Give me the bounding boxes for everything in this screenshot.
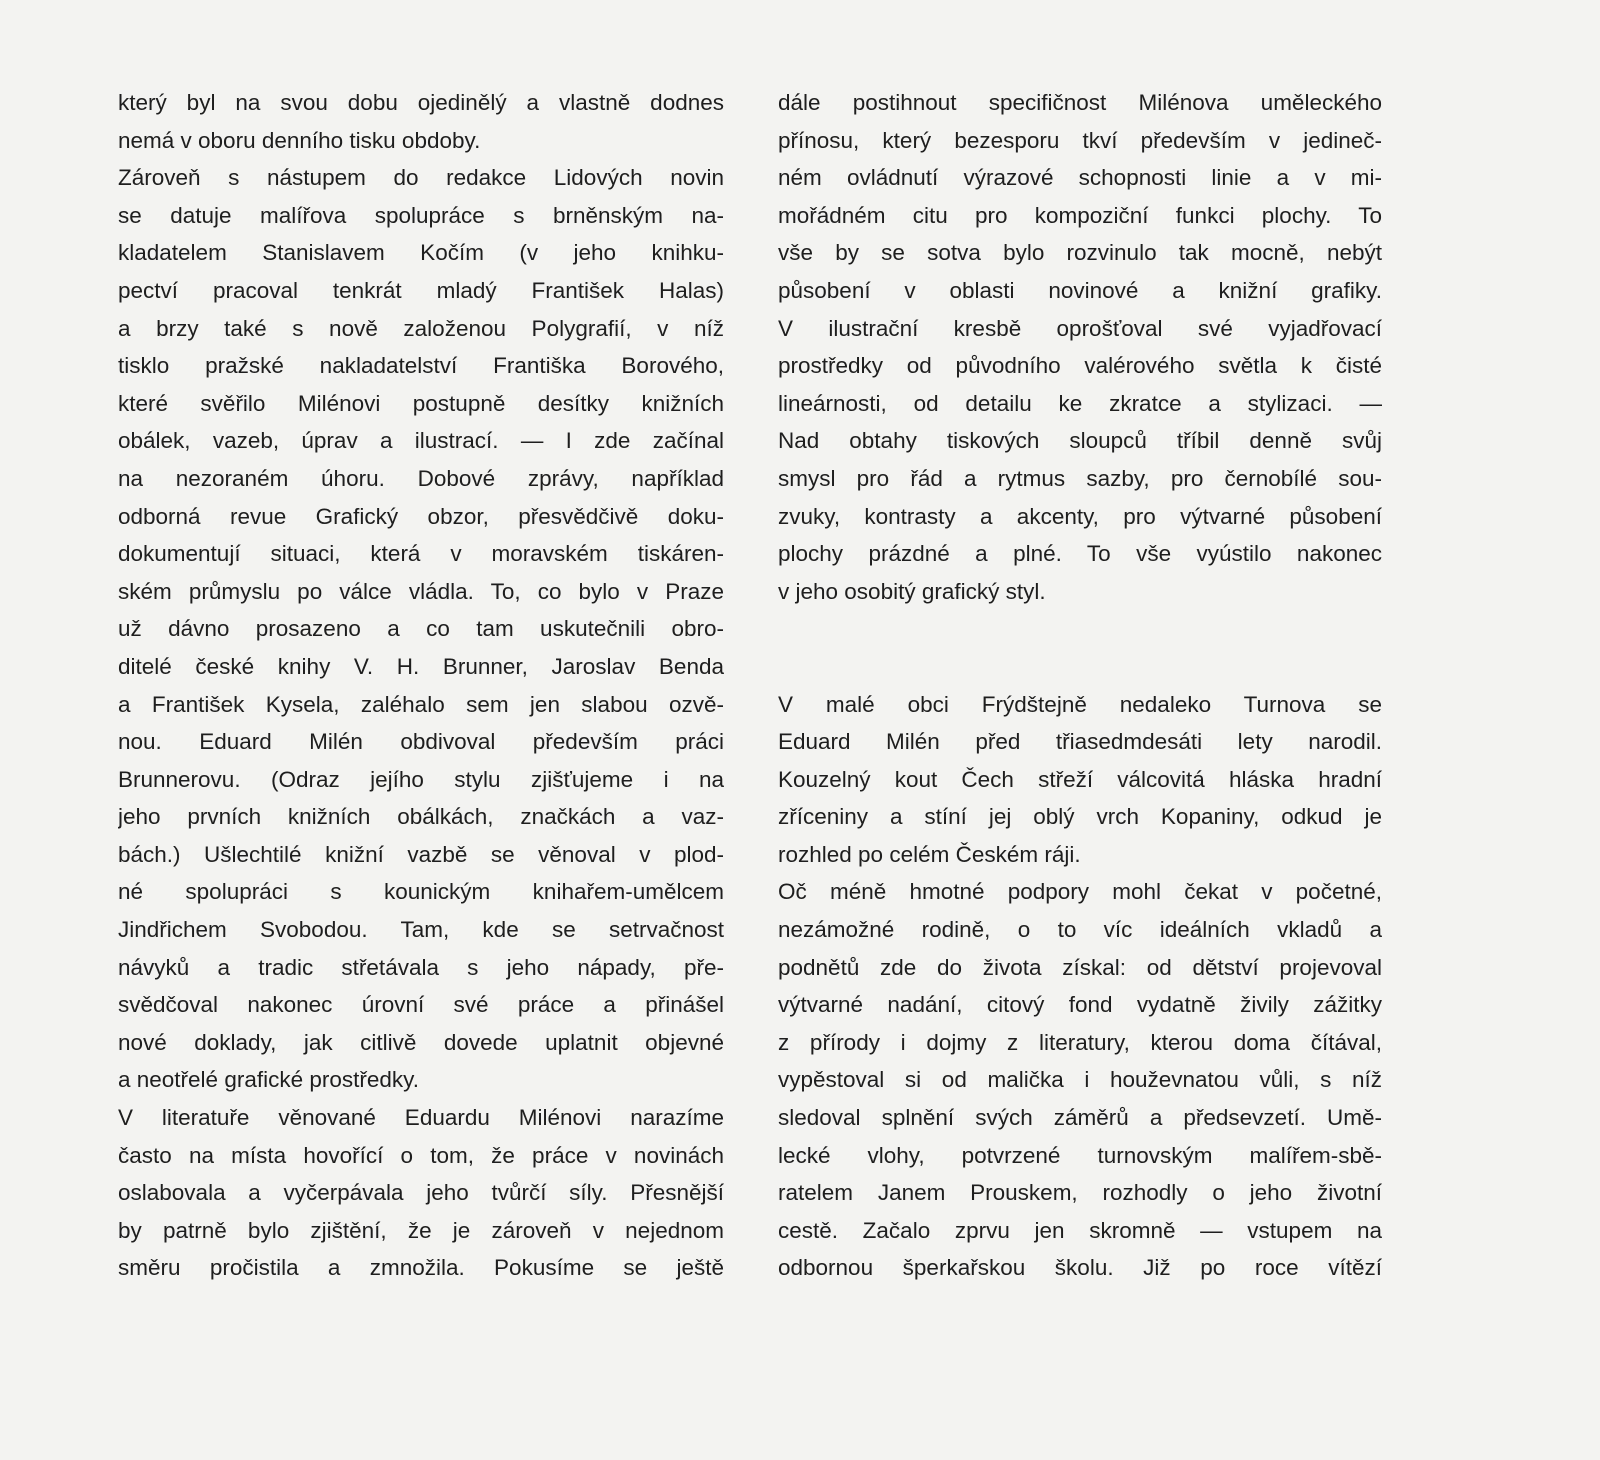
text-line: cestě. Začalo zprvu jen skromně — vstupem na (778, 1217, 1382, 1243)
text-line: už dávno prosazeno a co tam uskutečnili obro- (118, 616, 724, 642)
text-line: dokumentují situaci, která v moravském tiskáren- (118, 541, 724, 567)
text-line: nové doklady, jak citlivě dovede uplatnit objevné (118, 1029, 724, 1055)
text-line: Oč méně hmotné podpory mohl čekat v početné, (778, 879, 1382, 905)
text-line: působení v oblasti novinové a knižní grafiky. (778, 277, 1382, 303)
text-line: smysl pro řád a rytmus sazby, pro černobílé sou- (778, 465, 1382, 491)
text-line: výtvarné nadání, citový fond vydatně živily zážitky (778, 992, 1382, 1018)
text-line: V literatuře věnované Eduardu Milénovi narazíme (118, 1105, 724, 1131)
text-line: Jindřichem Svobodou. Tam, kde se setrvačnost (118, 917, 724, 943)
text-line: podnětů zde do života získal: od dětství projevoval (778, 954, 1382, 980)
text-line: sledoval splnění svých záměrů a předsevzetí. Umě- (778, 1105, 1382, 1131)
text-line: odbornou šperkařskou školu. Již po roce vítězí (778, 1255, 1382, 1281)
text-line: lineárnosti, od detailu ke zkratce a stylizaci. — (778, 390, 1382, 416)
text-line: zvuky, kontrasty a akcenty, pro výtvarné působení (778, 503, 1382, 529)
text-line: se datuje malířova spolupráce s brněnským na- (118, 202, 724, 228)
text-line: V malé obci Frýdštejně nedaleko Turnova se (778, 691, 1382, 717)
text-line: Brunnerovu. (Odraz jejího stylu zjišťujeme i na (118, 766, 724, 792)
text-line: svědčoval nakonec úrovní své práce a přinášel (118, 992, 724, 1018)
text-line: ditelé české knihy V. H. Brunner, Jaroslav Benda (118, 653, 724, 679)
text-line: bách.) Ušlechtilé knižní vazbě se věnoval v plod- (118, 841, 724, 867)
text-line: nou. Eduard Milén obdivoval především práci (118, 729, 724, 755)
text-line: směru pročistila a zmnožila. Pokusíme se ještě (118, 1255, 724, 1281)
text-line: lecké vlohy, potvrzené turnovským malířem-sbě- (778, 1142, 1382, 1168)
text-line: ratelem Janem Prouskem, rozhodly o jeho životní (778, 1180, 1382, 1206)
text-line: Zároveň s nástupem do redakce Lidových novin (118, 165, 724, 191)
text-line: tisklo pražské nakladatelství Františka Borového, (118, 353, 724, 379)
text-line: přínosu, který bezesporu tkví především v jedineč- (778, 127, 1382, 153)
text-line: pectví pracoval tenkrát mladý František Halas) (118, 277, 724, 303)
text-line: dále postihnout specifičnost Milénova uměleckého (778, 90, 1382, 115)
text-line: mořádném citu pro kompoziční funkci plochy. To (778, 202, 1382, 228)
text-line: z přírody i dojmy z literatury, kterou doma čítával, (778, 1029, 1382, 1055)
text-line: odborná revue Grafický obzor, přesvědčivě doku- (118, 503, 724, 529)
text-line: návyků a tradic střetávala s jeho nápady, pře- (118, 954, 724, 980)
text-line: zříceniny a stíní jej oblý vrch Kopaniny, odkud je (778, 804, 1382, 830)
text-line: ském průmyslu po válce vládla. To, co bylo v Praze (118, 578, 724, 604)
paragraph-gap (778, 610, 1382, 648)
text-column-right (778, 84, 1382, 1287)
text-line: plochy prázdné a plné. To vše vyústilo nakonec (778, 541, 1382, 567)
text-line: by patrně bylo zjištění, že je zároveň v nejednom (118, 1217, 724, 1243)
text-line: který byl na svou dobu ojedinělý a vlastně dodnes (118, 90, 724, 115)
paragraph-gap (778, 648, 1382, 686)
text-line: na nezoraném úhoru. Dobové zprávy, například (118, 465, 724, 491)
text-line: rozhled po celém Českém ráji. (778, 841, 1081, 867)
text-line: často na místa hovořící o tom, že práce v novinách (118, 1142, 724, 1168)
text-line: kladatelem Stanislavem Kočím (v jeho knihku- (118, 240, 724, 266)
text-line: a František Kysela, zaléhalo sem jen slabou ozvě- (118, 691, 724, 717)
text-line: a neotřelé grafické prostředky. (118, 1067, 419, 1093)
text-line: v jeho osobitý grafický styl. (778, 578, 1046, 604)
text-line: né spolupráci s kounickým knihařem-umělcem (118, 879, 724, 905)
text-line: Eduard Milén před třiasedmdesáti lety narodil. (778, 729, 1382, 755)
text-line: Kouzelný kout Čech střeží válcovitá hláska hradní (778, 766, 1382, 792)
text-line: prostředky od původního valérového světla k čisté (778, 353, 1382, 379)
text-line: ném ovládnutí výrazové schopnosti linie a v mi- (778, 165, 1382, 191)
text-line: nezámožné rodině, o to víc ideálních vkladů a (778, 917, 1382, 943)
text-line: nemá v oboru denního tisku obdoby. (118, 127, 481, 153)
text-line: které svěřilo Milénovi postupně desítky knižních (118, 390, 724, 416)
text-line: a brzy také s nově založenou Polygrafií, v níž (118, 315, 724, 341)
text-line: jeho prvních knižních obálkách, značkách a vaz- (118, 804, 724, 830)
text-line: Nad obtahy tiskových sloupců tříbil denně svůj (778, 428, 1382, 454)
text-line: vypěstoval si od malička i houževnatou vůli, s níž (778, 1067, 1382, 1093)
text-line: vše by se sotva bylo rozvinulo tak mocně, nebýt (778, 240, 1382, 266)
text-line: obálek, vazeb, úprav a ilustrací. — I zde začínal (118, 428, 724, 454)
text-line: oslabovala a vyčerpávala jeho tvůrčí síly. Přesnější (118, 1180, 724, 1206)
text-line: V ilustrační kresbě oprošťoval své vyjadřovací (778, 315, 1382, 341)
text-column-left (118, 84, 724, 1287)
